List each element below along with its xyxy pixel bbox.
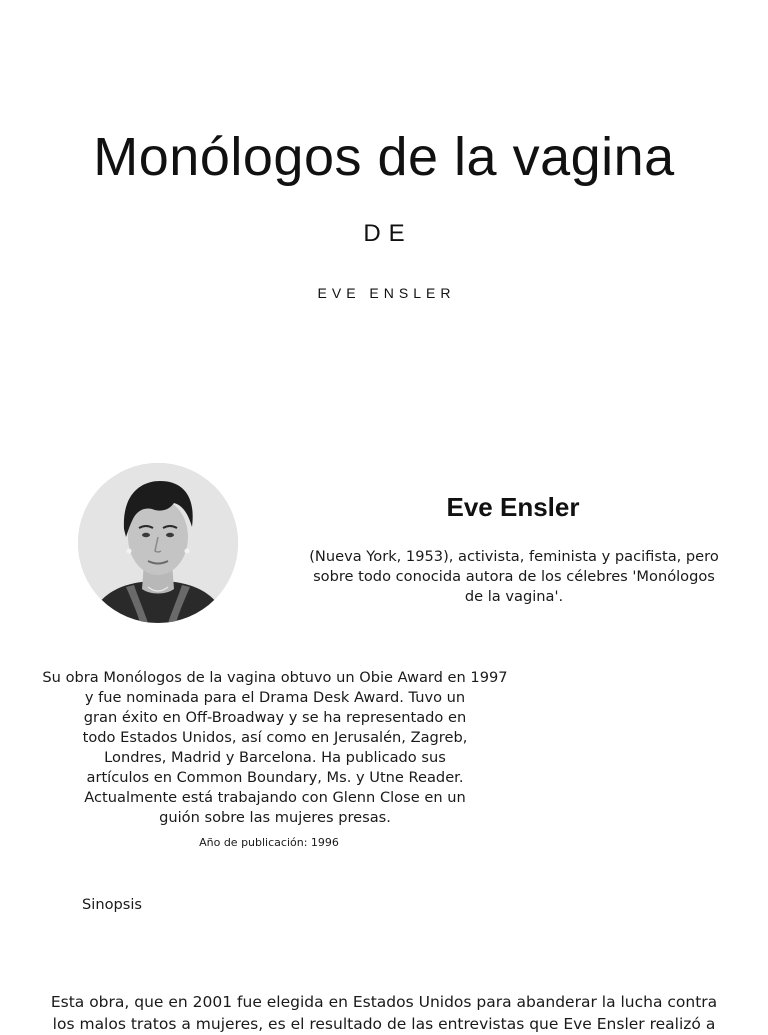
author-portrait xyxy=(78,463,238,623)
portrait-image xyxy=(78,463,238,623)
work-line: artículos en Common Boundary, Ms. y Utne Reader. xyxy=(86,769,464,786)
synopsis-heading: Sinopsis xyxy=(82,896,143,913)
publication-year: Año de publicación: 1996 xyxy=(199,836,339,849)
work-line: Londres, Madrid y Barcelona. Ha publicado sus xyxy=(104,749,446,766)
work-line: Su obra Monólogos de la vagina obtuvo un Obie Award en 1997 xyxy=(42,669,508,686)
synopsis-line: Esta obra, que en 2001 fue elegida en Estados Unidos para abanderar la lucha contra xyxy=(50,993,718,1011)
work-description xyxy=(40,668,510,828)
author-name-caps: EVE ENSLER xyxy=(317,285,456,301)
synopsis-line: los malos tratos a mujeres, es el resultado de las entrevistas que Eve Ensler realizó a xyxy=(52,1015,716,1033)
by-label: DE xyxy=(363,220,413,247)
work-line: todo Estados Unidos, así como en Jerusalén, Zagreb, xyxy=(82,729,468,746)
work-line: gran éxito en Off-Broadway y se ha representado en xyxy=(83,709,467,726)
author-heading: Eve Ensler xyxy=(446,492,580,522)
page-title: Monólogos de la vagina xyxy=(93,127,675,187)
synopsis-text xyxy=(30,991,738,1035)
author-bio: (Nueva York, 1953), activista, feminista y pacifista, pero sobre todo conocida autora de los célebres 'Monólogos de la vagina'. xyxy=(309,548,719,605)
work-line: y fue nominada para el Drama Desk Award. Tuvo un xyxy=(84,689,466,706)
work-line: guión sobre las mujeres presas. xyxy=(159,809,391,826)
work-line: Actualmente está trabajando con Glenn Close en un xyxy=(84,789,466,806)
